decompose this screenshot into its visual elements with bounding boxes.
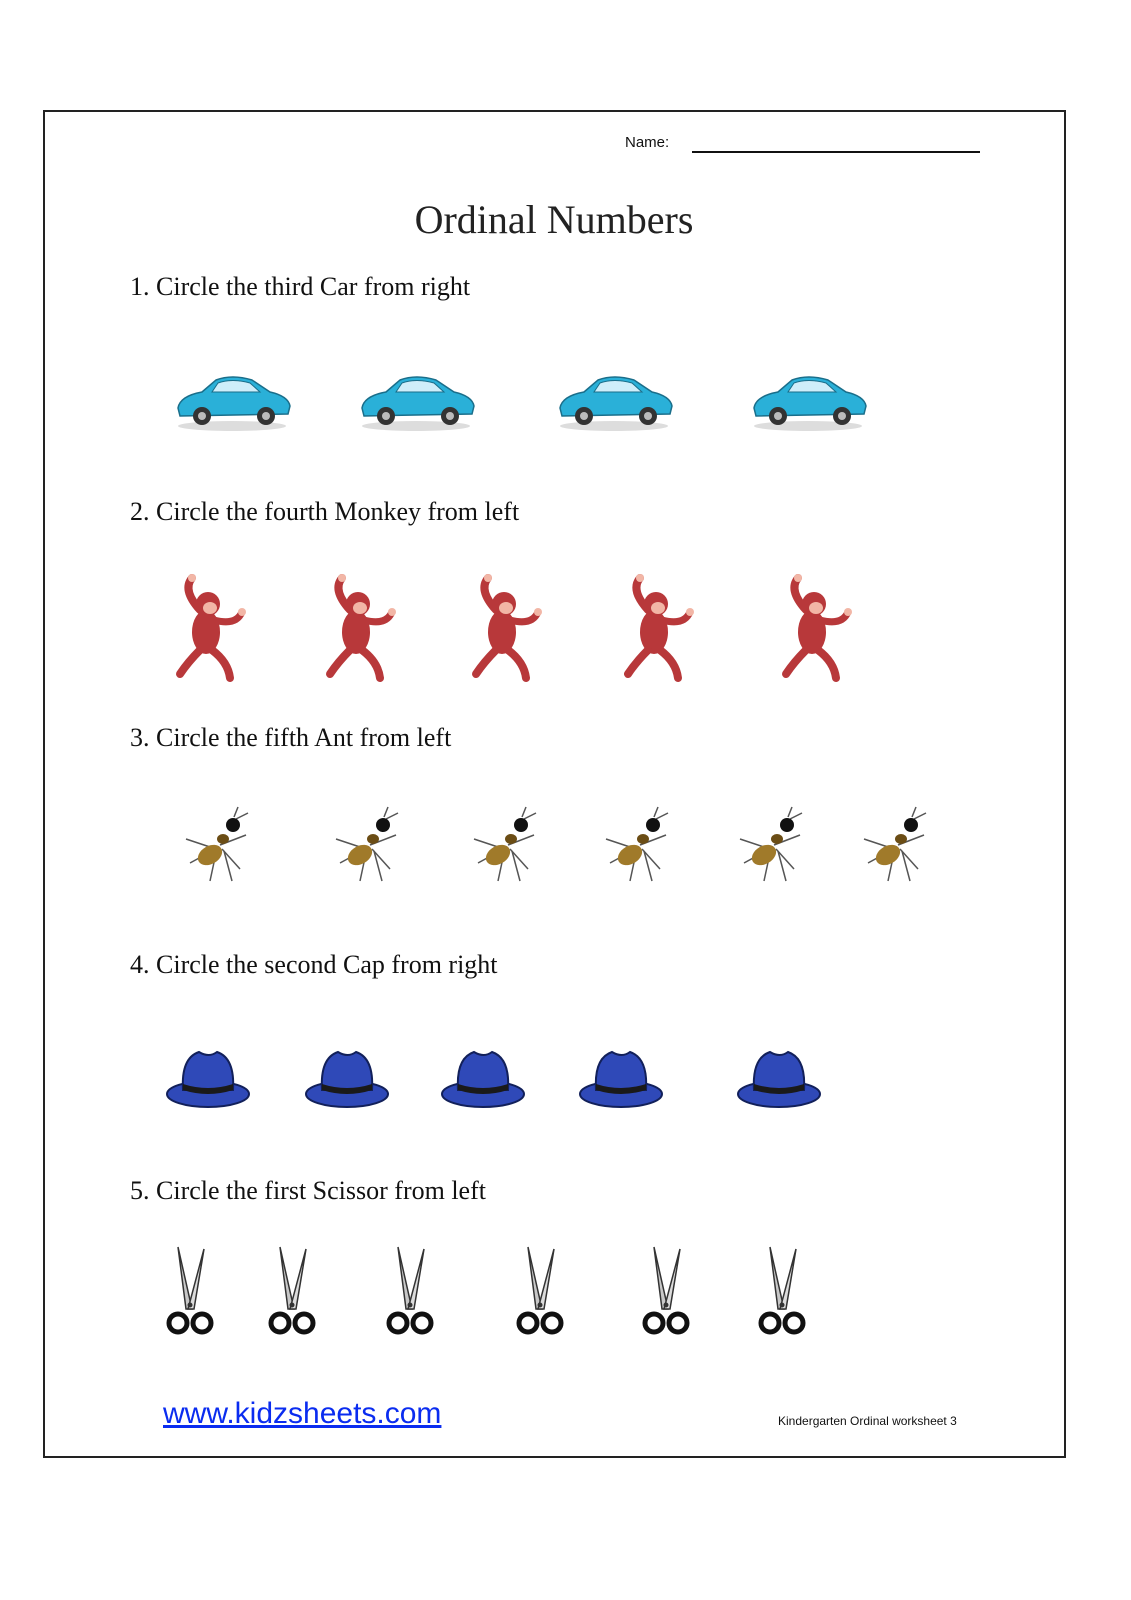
- question-1: 1. Circle the third Car from right: [130, 272, 471, 301]
- scissor-icon[interactable]: [160, 1243, 220, 1343]
- question-3: 3. Circle the fifth Ant from left: [130, 723, 452, 752]
- monkey-icon[interactable]: [618, 570, 700, 685]
- cap-row: [0, 1040, 1131, 1120]
- scissor-icon[interactable]: [380, 1243, 440, 1343]
- cap-icon[interactable]: [440, 1040, 526, 1110]
- question-2: 2. Circle the fourth Monkey from left: [130, 497, 520, 526]
- question-5: 5. Circle the first Scissor from left: [130, 1176, 486, 1205]
- cap-icon[interactable]: [304, 1040, 390, 1110]
- monkey-icon[interactable]: [466, 570, 548, 685]
- car-icon[interactable]: [554, 370, 674, 434]
- car-icon[interactable]: [748, 370, 868, 434]
- ant-row: [0, 805, 1131, 890]
- scissor-icon[interactable]: [262, 1243, 322, 1343]
- scissor-row: [0, 1243, 1131, 1343]
- car-icon[interactable]: [172, 370, 292, 434]
- website-link[interactable]: www.kidzsheets.com: [163, 1397, 442, 1430]
- monkey-icon[interactable]: [320, 570, 402, 685]
- page-title: Ordinal Numbers: [414, 197, 694, 242]
- ant-icon[interactable]: [330, 805, 402, 885]
- ant-icon[interactable]: [858, 805, 930, 885]
- monkey-icon[interactable]: [776, 570, 858, 685]
- ant-icon[interactable]: [600, 805, 672, 885]
- scissor-icon[interactable]: [636, 1243, 696, 1343]
- cap-icon[interactable]: [736, 1040, 822, 1110]
- cap-icon[interactable]: [165, 1040, 251, 1110]
- name-label: Name:: [625, 134, 670, 151]
- name-field-line[interactable]: [692, 151, 980, 153]
- scissor-icon[interactable]: [752, 1243, 812, 1343]
- ant-icon[interactable]: [734, 805, 806, 885]
- question-4: 4. Circle the second Cap from right: [130, 950, 498, 979]
- ant-icon[interactable]: [468, 805, 540, 885]
- car-row: [0, 370, 1131, 440]
- monkey-icon[interactable]: [170, 570, 252, 685]
- worksheet-label: Kindergarten Ordinal worksheet 3: [778, 1414, 957, 1428]
- ant-icon[interactable]: [180, 805, 252, 885]
- car-icon[interactable]: [356, 370, 476, 434]
- monkey-row: [0, 570, 1131, 690]
- scissor-icon[interactable]: [510, 1243, 570, 1343]
- cap-icon[interactable]: [578, 1040, 664, 1110]
